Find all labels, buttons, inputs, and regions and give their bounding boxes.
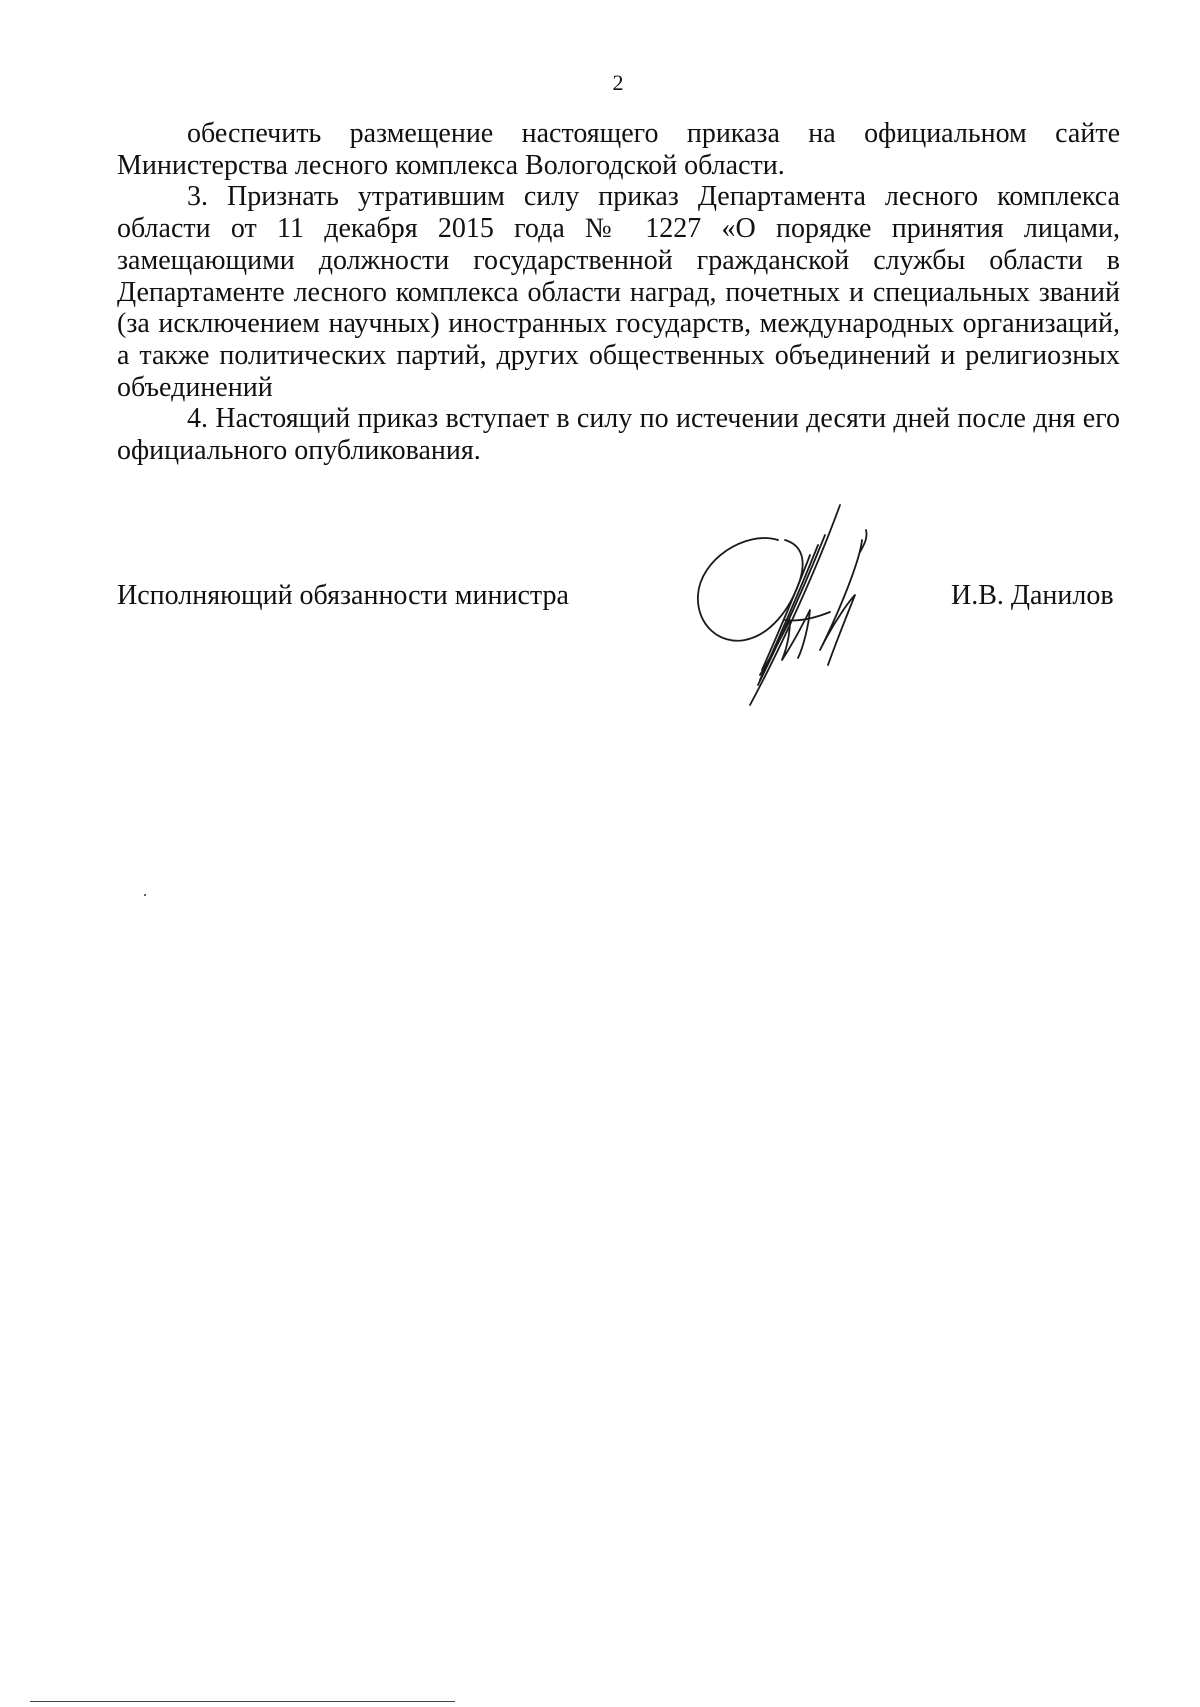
document-body (117, 118, 1120, 467)
page-number: 2 (612, 70, 624, 95)
footer-rule (30, 1701, 455, 1702)
scan-speck (144, 894, 146, 896)
handwritten-signature (690, 500, 920, 710)
paragraph-item-4: 4. Настоящий приказ вступает в силу по истечении десяти дней после дня его официального опубликования. (117, 403, 1120, 467)
signatory-position: Исполняющий обязанности министра (117, 580, 569, 611)
signatory-name: И.В. Данилов (951, 580, 1114, 611)
paragraph-continuation: обеспечить размещение настоящего приказа на официальном сайте Министерства лесного комплекса Вологодской области. (117, 118, 1120, 181)
paragraph-item-3: 3. Признать утратившим силу приказ Департамента лесного комплекса области от 11 декабря 2015 года № 1227 «О порядке принятия лицами, замещающими должности государственной гражданской службы области в Департаменте лесного комплекса области наград, почетных и специальных званий (за исключением научных) иностранных государств, международных организаций, а также политических партий, других общественных объединений и религиозных объединений (117, 181, 1120, 403)
